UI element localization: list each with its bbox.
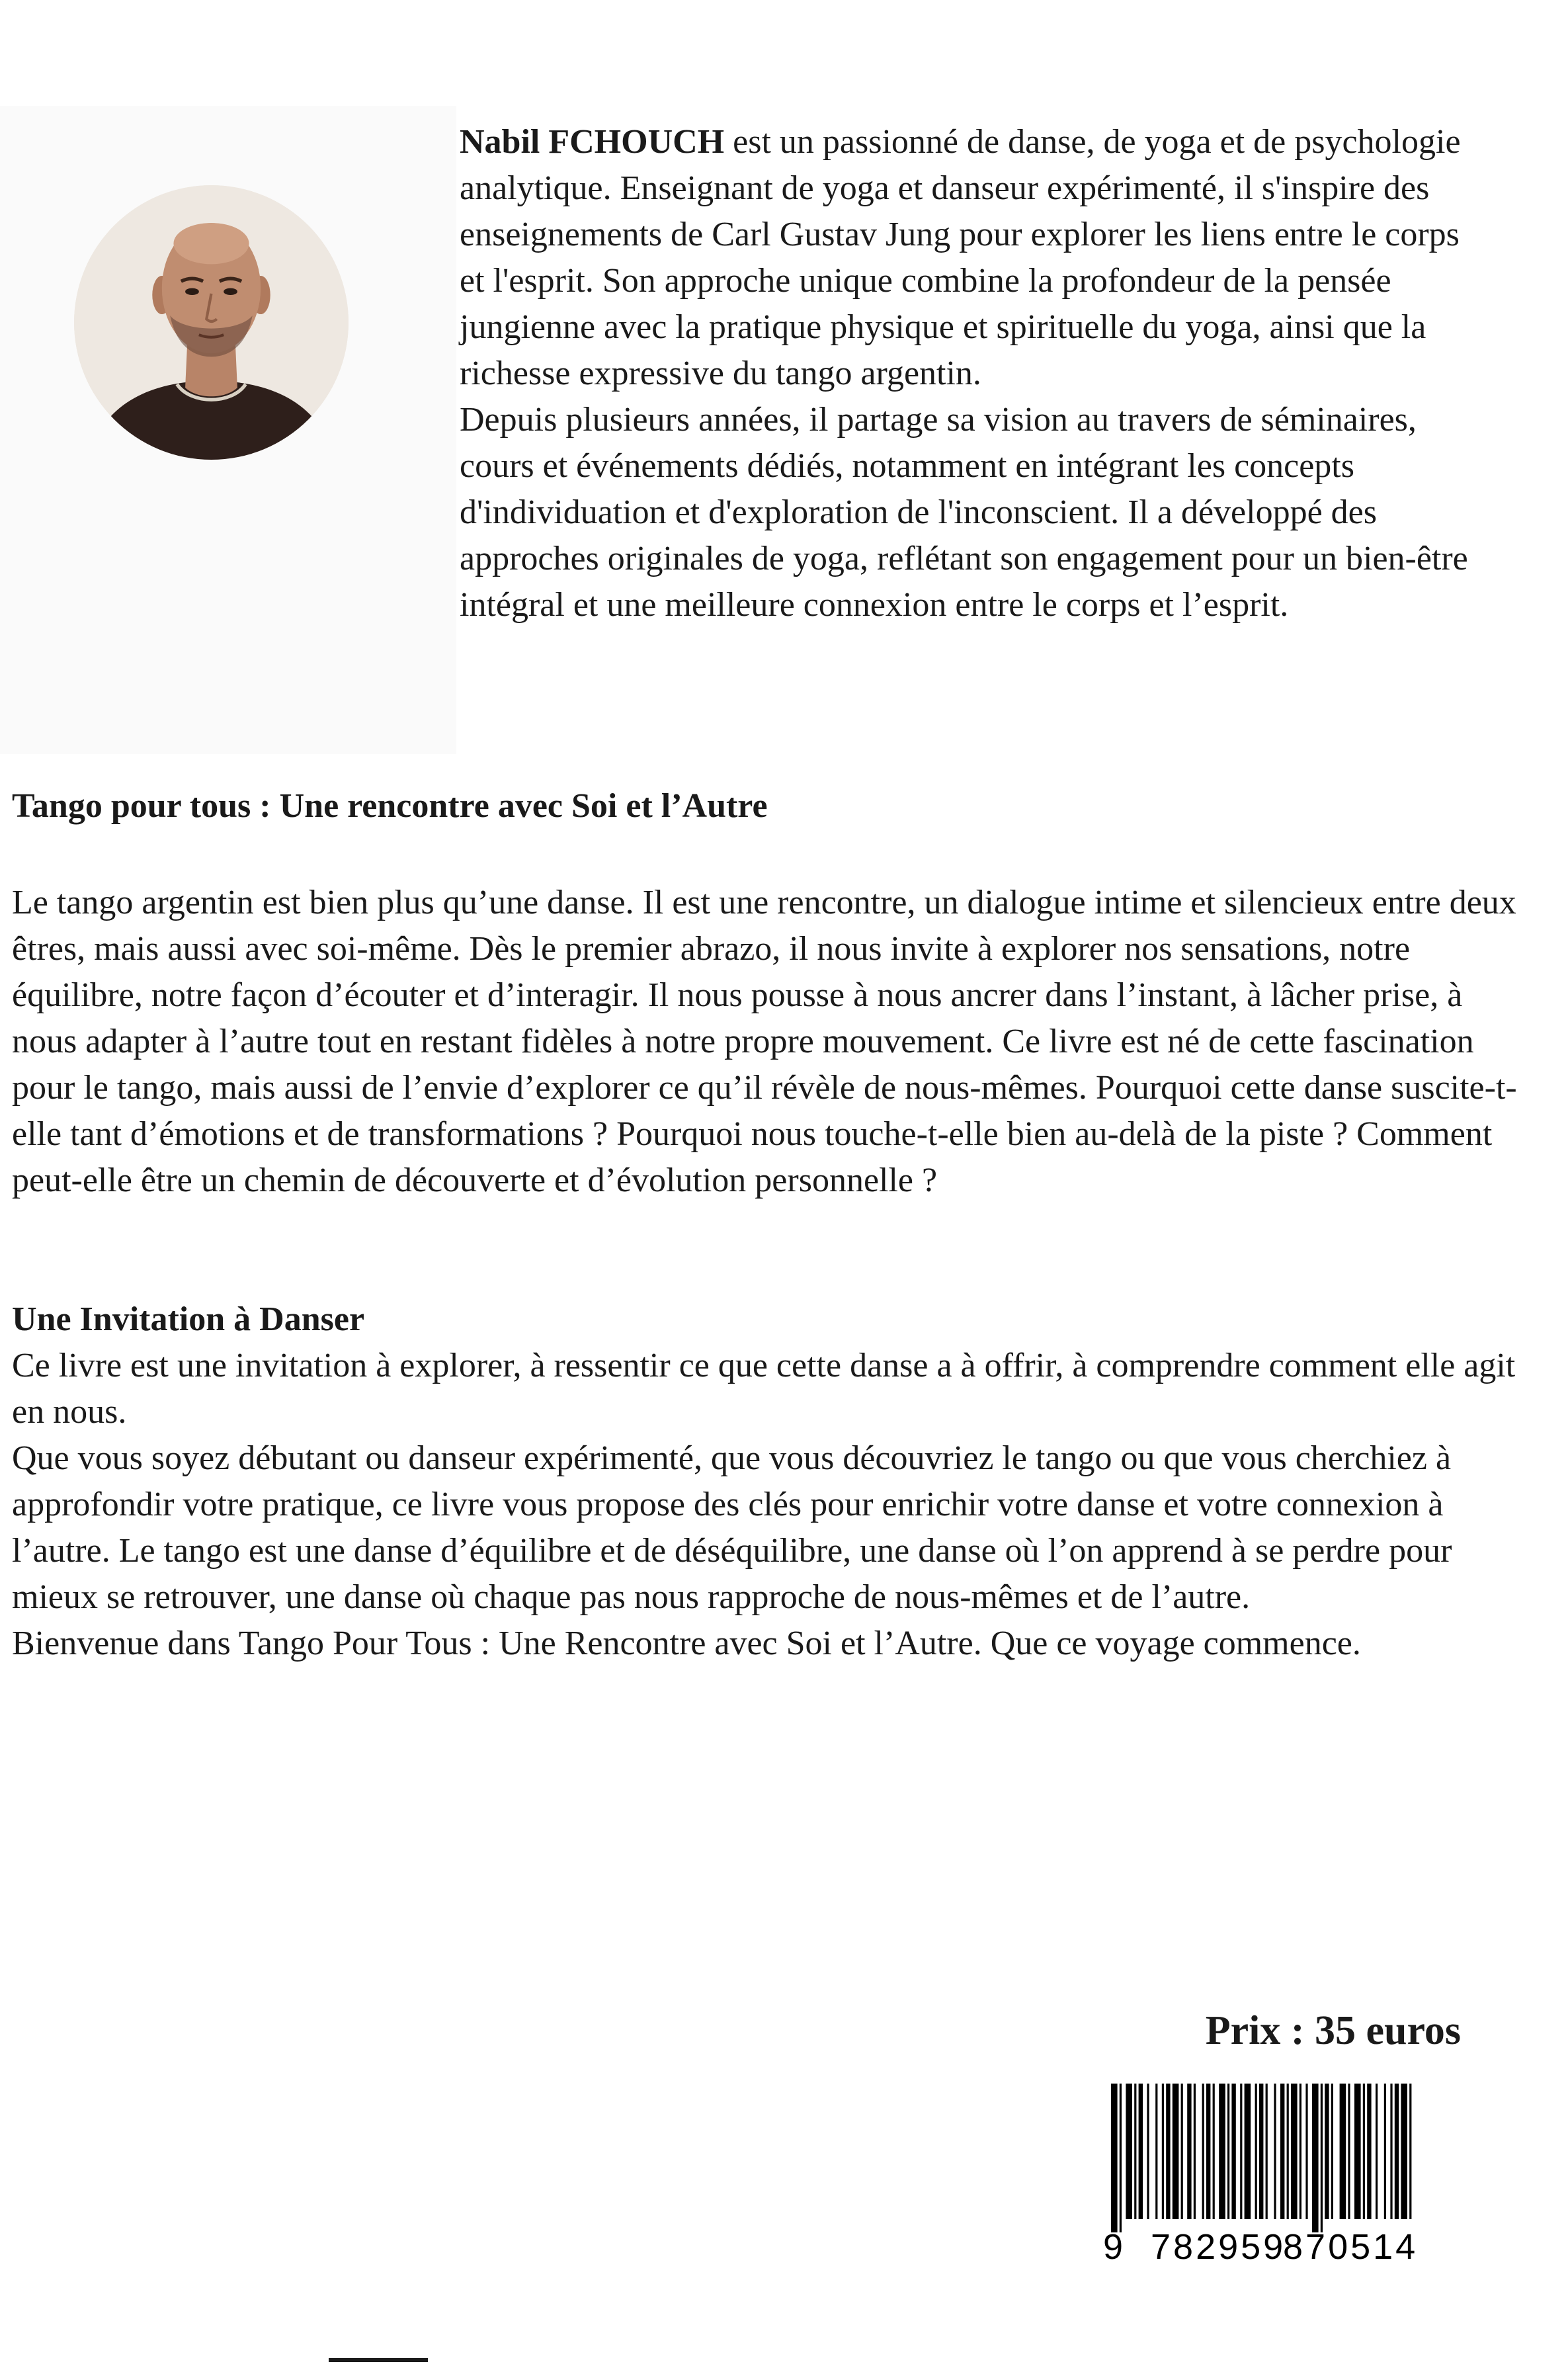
invitation-paragraph-2: Que vous soyez débutant ou danseur expérimenté, que vous découvriez le tango ou que vous cherchiez à approfondir votre pratique, ce livre vous propose des clés pour enrichir votre danse et votre connexion à l’autre. Le tango est une danse d’équilibre et de déséquilibre, une danse où l’on apprend à se perdre pour mieux se retrouver, une danse où chaque pas nous rapproche de nous-mêmes et de l’autre. bbox=[12, 1439, 1452, 1616]
barcode-bar bbox=[1194, 2084, 1196, 2219]
barcode-bar bbox=[1166, 2084, 1170, 2219]
barcode-bar bbox=[1155, 2084, 1157, 2219]
barcode-bar bbox=[1111, 2084, 1118, 2232]
barcode-bar bbox=[1213, 2084, 1215, 2219]
barcode-bar bbox=[1348, 2084, 1350, 2219]
footer-rule bbox=[329, 2358, 428, 2362]
author-bio-paragraph-1 bbox=[460, 119, 1491, 397]
author-bio bbox=[460, 119, 1491, 628]
barcode-bar bbox=[1331, 2084, 1333, 2219]
invitation-heading: Une Invitation à Danser bbox=[12, 1300, 365, 1338]
barcode-bar bbox=[1312, 2084, 1319, 2232]
barcode-bar bbox=[1120, 2084, 1122, 2232]
barcode-bar bbox=[1340, 2084, 1346, 2219]
barcode-bar bbox=[1291, 2084, 1298, 2219]
barcode-bar bbox=[1259, 2084, 1263, 2219]
invitation-paragraph-1: Ce livre est une invitation à explorer, à ressentir ce que cette danse a à offrir, à comprendre comment elle agit en nous. bbox=[12, 1347, 1516, 1431]
barcode-bar bbox=[1173, 2084, 1179, 2219]
barcode-bar bbox=[1219, 2084, 1225, 2219]
author-photo bbox=[74, 185, 349, 460]
barcode-bar bbox=[1401, 2084, 1407, 2219]
barcode-bar bbox=[1280, 2084, 1284, 2219]
barcode-bar bbox=[1227, 2084, 1229, 2219]
barcode-bar bbox=[1181, 2084, 1183, 2219]
barcode-bar bbox=[1376, 2084, 1378, 2219]
barcode-bar bbox=[1202, 2084, 1204, 2219]
isbn-barcode bbox=[1098, 2077, 1428, 2262]
barcode-bar bbox=[1139, 2084, 1143, 2219]
barcode-bar bbox=[1231, 2084, 1235, 2219]
author-bio-text-1: est un passionné de danse, de yoga et de psychologie analytique. Enseignant de yoga et danseur expérimenté, il s'inspire des enseignements de Carl Gustav Jung pour explorer les liens entre le corps et l'esprit. Son approche unique combine la profondeur de la pensée jungienne avec la pratique physique et spirituelle du yoga, ainsi que la richesse expressive du tango argentin. bbox=[460, 123, 1461, 392]
barcode-bar bbox=[1325, 2084, 1329, 2219]
barcode-bar bbox=[1300, 2084, 1301, 2219]
barcode-bar bbox=[1255, 2084, 1257, 2219]
barcode-bar bbox=[1384, 2084, 1386, 2219]
barcode-bar bbox=[1395, 2084, 1399, 2219]
barcode-bar bbox=[1240, 2084, 1242, 2219]
barcode-bar bbox=[1354, 2084, 1361, 2219]
barcode-bar bbox=[1187, 2084, 1191, 2219]
barcode-bar bbox=[1367, 2084, 1371, 2219]
author-bio-paragraph-2: Depuis plusieurs années, il partage sa vision au travers de séminaires, cours et événements dédiés, notamment en intégrant les concepts d'individuation et d'exploration de l'inconscient. Il a développé des approches originales de yoga, reflétant son engagement pour un bien-être intégral et une meilleure connexion entre le corps et l’esprit. bbox=[460, 401, 1468, 624]
invitation-paragraph-3: Bienvenue dans Tango Pour Tous : Une Rencontre avec Soi et l’Autre. Que ce voyage commence. bbox=[12, 1625, 1361, 1662]
barcode-bar bbox=[1245, 2084, 1251, 2219]
barcode-lead-digit: 9 bbox=[1103, 2227, 1124, 2262]
barcode-bar bbox=[1287, 2084, 1289, 2219]
barcode-bar bbox=[1363, 2084, 1365, 2219]
barcode-bar bbox=[1266, 2084, 1268, 2219]
invitation-section bbox=[12, 1343, 1546, 1667]
barcode-bar bbox=[1409, 2084, 1411, 2219]
barcode-right-digits: 870514 bbox=[1283, 2227, 1419, 2262]
price-label: Prix : 35 euros bbox=[1205, 2008, 1461, 2053]
barcode-bar bbox=[1321, 2084, 1323, 2232]
book-intro: Le tango argentin est bien plus qu’une danse. Il est une rencontre, un dialogue intime et silencieux entre deux êtres, mais aussi avec soi-même. Dès le premier abrazo, il nous invite à explorer nos sensations, notre équilibre, notre façon d’écouter et d’interagir. Il nous pousse à nous ancrer dans l’instant, à lâcher prise, à nous adapter à l’autre tout en restant fidèles à notre propre mouvement. Ce livre est né de cette fascination pour le tango, mais aussi de l’envie d’explorer ce qu’il révèle de nous-mêmes. Pourquoi cette danse suscite-t-elle tant d’émotions et de transformations ? Pourquoi nous touche-t-elle bien au-delà de la piste ? Comment peut-elle être un chemin de découverte et d’évolution personnelle ? bbox=[12, 884, 1517, 1199]
barcode-bar bbox=[1274, 2084, 1276, 2219]
barcode-bars bbox=[1111, 2084, 1411, 2232]
barcode-bar bbox=[1206, 2084, 1210, 2219]
barcode-left-digits: 782959 bbox=[1151, 2227, 1286, 2262]
barcode-bar bbox=[1147, 2084, 1149, 2219]
barcode-bar bbox=[1390, 2084, 1392, 2219]
author-name: Nabil FCHOUCH bbox=[460, 123, 725, 161]
barcode-bar bbox=[1305, 2084, 1307, 2219]
book-title: Tango pour tous : Une rencontre avec Soi et l’Autre bbox=[12, 787, 768, 825]
barcode-bar bbox=[1162, 2084, 1164, 2219]
barcode-bar bbox=[1126, 2084, 1132, 2219]
barcode-bar bbox=[1134, 2084, 1136, 2219]
